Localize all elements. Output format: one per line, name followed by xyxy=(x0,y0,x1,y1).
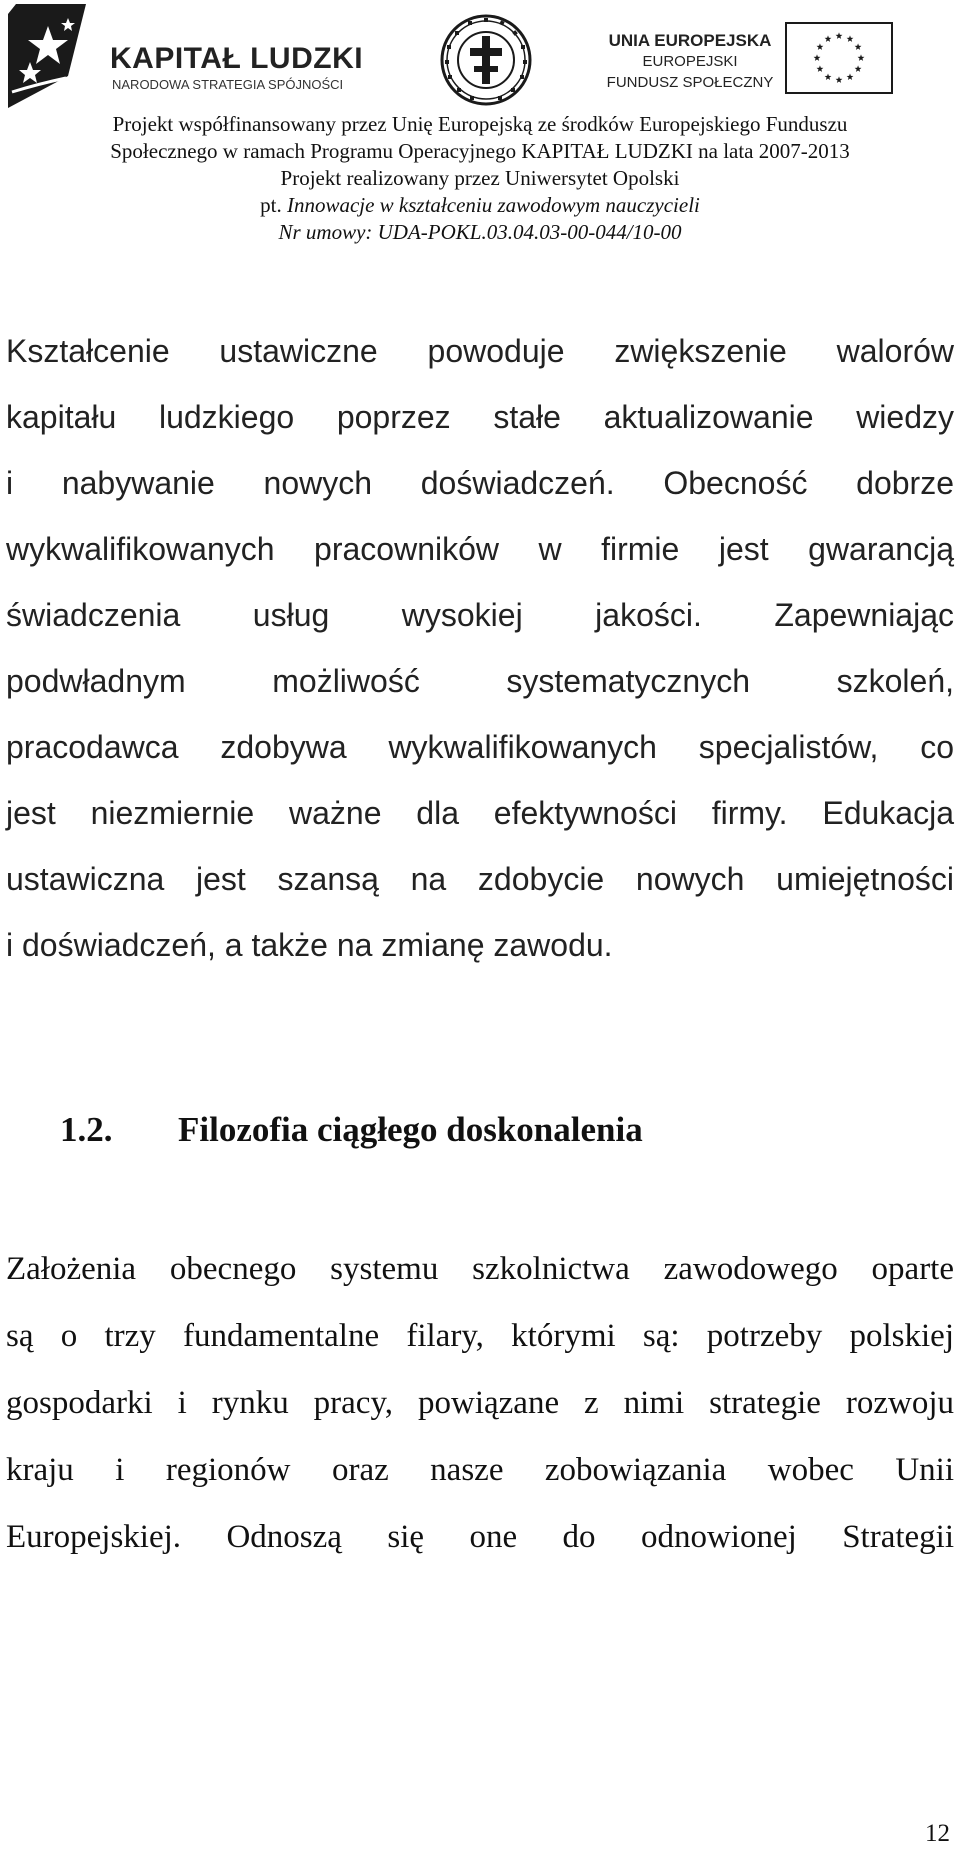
paragraph-line: Europejskiej. Odnoszą się one do odnowionej Strategii xyxy=(6,1519,954,1555)
paragraph-line: i nabywanie nowych doświadczeń. Obecność dobrze xyxy=(6,465,954,501)
page-number: 12 xyxy=(925,1820,950,1847)
eu-line1: UNIA EUROPEJSKA xyxy=(608,31,772,50)
university-seal xyxy=(440,14,532,106)
eu-line2: EUROPEJSKI xyxy=(642,53,738,70)
project-line-1: Projekt współfinansowany przez Unię Europejską ze środków Europejskiego Funduszu xyxy=(112,112,848,136)
project-title-line xyxy=(0,192,960,219)
section-heading xyxy=(60,1110,643,1150)
paragraph-line: gospodarki i rynku pracy, powiązane z nimi strategie rozwoju xyxy=(6,1385,954,1421)
kapital-ludzki-logo xyxy=(8,4,368,108)
section-number: 1.2. xyxy=(60,1110,113,1149)
paragraph-line: jest niezmiernie ważne dla efektywności firmy. Edukacja xyxy=(6,795,954,831)
project-line-3: Projekt realizowany przez Uniwersytet Opolski xyxy=(280,166,680,190)
university-seal-icon xyxy=(440,14,532,106)
project-title: Innowacje w kształceniu zawodowym nauczycieli xyxy=(286,193,700,217)
paragraph-line: Kształcenie ustawiczne powoduje zwiększenie walorów xyxy=(6,333,954,369)
paragraph-vocational-system xyxy=(6,1236,954,1571)
paragraph-line: świadczenia usług wysokiej jakości. Zapewniając xyxy=(6,597,954,633)
paragraph-line: podwładnym możliwość systematycznych szkoleń, xyxy=(6,663,954,699)
paragraph-line: ustawiczna jest szansą na zdobycie nowych umiejętności xyxy=(6,861,954,897)
section-title: Filozofia ciągłego doskonalenia xyxy=(178,1110,643,1149)
paragraph-line: pracodawca zdobywa wykwalifikowanych specjalistów, co xyxy=(6,729,954,765)
eu-line3: FUNDUSZ SPOŁECZNY xyxy=(606,74,774,91)
paragraph-line: kapitału ludzkiego poprzez stałe aktualizowanie wiedzy xyxy=(6,399,954,435)
contract-number: Nr umowy: UDA-POKL.03.04.03-00-044/10-00 xyxy=(278,220,682,244)
project-info xyxy=(0,111,960,246)
paragraph-line: są o trzy fundamentalne filary, którymi są: potrzeby polskiej xyxy=(6,1318,954,1354)
eu-logo xyxy=(605,22,935,102)
project-title-prefix: pt. xyxy=(260,193,287,217)
paragraph-lifelong-learning xyxy=(6,318,954,978)
paragraph-line: Założenia obecnego systemu szkolnictwa zawodowego oparte xyxy=(6,1251,954,1287)
eu-text xyxy=(605,30,775,93)
paragraph-line: wykwalifikowanych pracowników w firmie jest gwarancją xyxy=(6,531,954,567)
kapital-ludzki-subtitle: NARODOWA STRATEGIA SPÓJNOŚCI xyxy=(112,77,344,92)
header-logos xyxy=(0,0,960,115)
eu-flag-icon xyxy=(785,22,893,94)
paragraph-line: kraju i regionów oraz nasze zobowiązania wobec Unii xyxy=(6,1452,954,1488)
paragraph-line: i doświadczeń, a także na zmianę zawodu. xyxy=(6,927,613,963)
kapital-ludzki-title: KAPITAŁ LUDZKI xyxy=(110,42,364,75)
project-line-2: Społecznego w ramach Programu Operacyjnego KAPITAŁ LUDZKI na lata 2007-2013 xyxy=(110,139,850,163)
kapital-ludzki-emblem-icon xyxy=(8,4,104,108)
